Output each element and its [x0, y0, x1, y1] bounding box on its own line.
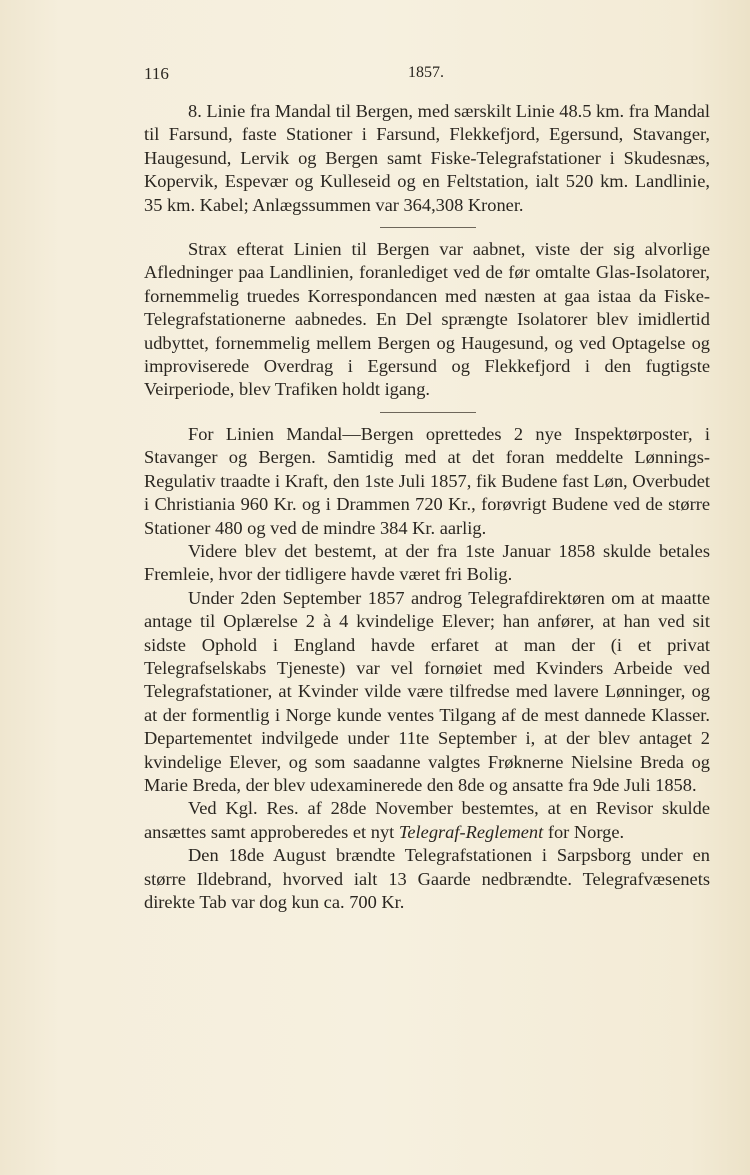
section-divider	[380, 412, 476, 413]
paragraph-insulator-faults: Strax efterat Linien til Bergen var aabnet, viste der sig alvorlige Afledninger paa Landlinien, foranlediget ved de før omtalte Glas-Isolatorer, fornemmelig truedes Korrespondancen med næsten at gaa istaa da Fiske-Telegrafstationerne aabnedes. En Del sprængte Isolatorer blev imidlertid udbyttet, fornemmelig mellem Bergen og Haugesund, og ved Optagelse og improviserede Overdrag i Egersund og Flekkefjord i den fugtigste Veirperiode, blev Trafiken holdt igang.	[144, 239, 710, 400]
reglement-text-before: Ved Kgl. Res. af 28de November bestemtes, at en Revisor skulde ansættes samt approberedes et nyt	[144, 798, 710, 842]
paragraph-sarpsborg-fire: Den 18de August brændte Telegrafstationen i Sarpsborg under en større Ildebrand, hvorved ialt 13 Gaarde nedbrændte. Telegrafvæsenets direkte Tab var dog kun ca. 700 Kr.	[144, 845, 710, 912]
paragraph-line-description: 8. Linie fra Mandal til Bergen, med særskilt Linie 48.5 km. fra Mandal til Farsund, faste Stationer i Farsund, Flekkefjord, Egersund, Stavanger, Haugesund, Lervik og Bergen samt Fiske-Telegrafstationer i Skudesnæs, Kopervik, Espevær og Kulleseid og en Feltstation, ialt 520 km. Landlinie, 35 km. Kabel; Anlægssummen var 364,308 Kroner.	[144, 101, 710, 215]
page-number: 116	[144, 64, 169, 83]
reglement-title: Telegraf-Reglement	[398, 821, 544, 842]
running-head-year: 1857.	[408, 64, 444, 81]
section-divider	[380, 227, 476, 228]
paragraph-female-students: Under 2den September 1857 androg Telegrafdirektøren om at maatte antage til Oplærelse 2 à 4 kvindelige Elever; han anfører, at han ved sit sidste Ophold i England havde erfaret at man der (i et privat Telegrafselskabs Tjeneste) var vel fornøiet med Kvinders Arbeide ved Telegrafstationer, at Kvinder vilde være tilfredse med lavere Lønninger, og at der formentlig i Norge kunde ventes Tilgang af de mest dannede Klasser. Departementet indvilgede under 11te September i, at der blev antaget 2 kvindelige Elever, og som saadanne valgtes Frøknerne Nielsine Breda og Marie Breda, der blev udexaminerede den 8de og ansatte fra 9de Juli 1858.	[144, 587, 710, 795]
reglement-text-after: for Norge.	[543, 821, 625, 842]
page-header	[144, 60, 710, 88]
paragraph-rent: Videre blev det bestemt, at der fra 1ste Januar 1858 skulde betales Fremleie, hvor der tidligere havde været fri Bolig.	[144, 540, 710, 585]
body-text	[144, 100, 710, 914]
paragraph-reglement	[144, 797, 710, 844]
paragraph-inspector-posts: For Linien Mandal—Bergen oprettedes 2 nye Inspektørposter, i Stavanger og Bergen. Samtidig med at det foran meddelte Lønnings-Regulativ traadte i Kraft, den 1ste Juli 1857, fik Budene fast Løn, Overbudet i Christiania 960 Kr. og i Drammen 720 Kr., forøvrigt Budene ved de større Stationer 480 og ved de mindre 384 Kr. aarlig.	[144, 423, 710, 538]
